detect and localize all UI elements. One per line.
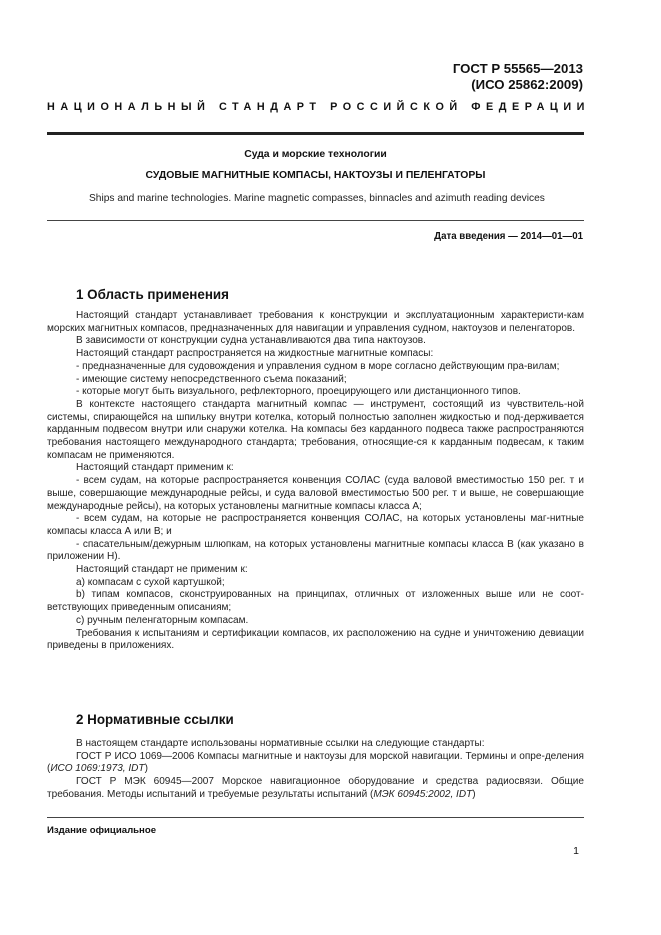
title-divider bbox=[47, 220, 584, 221]
footer-divider bbox=[47, 817, 584, 818]
paragraph: b) типам компасов, сконструированных на принципах, отличных от изложенных выше или не соот-ветствующих приведенным описаниям; bbox=[47, 589, 584, 614]
reference-item bbox=[47, 776, 584, 801]
section-2-heading: 2 Нормативные ссылки bbox=[76, 712, 234, 727]
edition-label: Издание официальное bbox=[47, 825, 157, 836]
reference-equivalent: МЭК 60945:2002, IDT bbox=[373, 788, 473, 800]
reference-text: ГОСТ Р МЭК 60945—2007 Морское навигационное оборудование и средства радиосвязи. Общие требования. Методы испытаний и требуемые результаты испытаний ( bbox=[47, 776, 584, 800]
document-number: ГОСТ Р 55565—2013 bbox=[452, 61, 583, 76]
paragraph: В зависимости от конструкции судна устанавливаются два типа нактоузов. bbox=[76, 335, 426, 347]
section-2-body bbox=[47, 738, 584, 802]
page-number: 1 bbox=[573, 845, 579, 857]
section-1-body bbox=[47, 310, 584, 653]
header-divider bbox=[47, 132, 584, 135]
document-number-block bbox=[453, 61, 583, 93]
category-title: Суда и морские технологии bbox=[244, 149, 387, 160]
paragraph: Настоящий стандарт распространяется на жидкостные магнитные компасы: bbox=[76, 348, 434, 360]
reference-equivalent: ИСО 1069:1973, IDT bbox=[50, 763, 145, 775]
reference-close: ) bbox=[144, 763, 148, 775]
paragraph: Настоящий стандарт не применим к: bbox=[76, 564, 248, 576]
paragraph: В настоящем стандарте использованы нормативные ссылки на следующие стандарты: bbox=[76, 738, 485, 749]
main-title: СУДОВЫЕ МАГНИТНЫЕ КОМПАСЫ, НАКТОУЗЫ И ПЕЛЕНГАТОРЫ bbox=[145, 170, 486, 181]
paragraph: с) ручным пеленгаторным компасам. bbox=[76, 614, 249, 626]
english-title: Ships and marine technologies. Marine magnetic compasses, binnacles and azimuth reading devices bbox=[89, 193, 545, 204]
reference-close: ) bbox=[472, 788, 476, 800]
paragraph: - предназначенные для судовождения и управления судном в море согласно действующим пра-вилам; bbox=[76, 360, 560, 372]
paragraph: - которые могут быть визуального, рефлекторного, проецирующего или дистанционного типов. bbox=[76, 386, 521, 398]
paragraph: - имеющие систему непосредственного съема показаний; bbox=[76, 373, 347, 385]
paragraph: - всем судам, на которые не распространяется конвенция СОЛАС, на которых установлены маг-нитные компасы класса А или В; и bbox=[47, 513, 584, 537]
paragraph: Настоящий стандарт устанавливает требования к конструкции и эксплуатационным характеристи-кам морских магнитных компасов, предназначенных для навигации и управления судном, нактоузов и пеленгаторов. bbox=[47, 310, 584, 334]
paragraph: - всем судам, на которые распространяется конвенция СОЛАС (суда валовой вместимостью 150 рег. т и выше, совершающие международные рейсы, и суда валовой вместимостью 500 рег. т и выше, не совершающие международные рейсы), на которых установлены магнитные компасы класса А; bbox=[47, 475, 584, 512]
section-1-heading: 1 Область применения bbox=[76, 287, 229, 302]
reference-text: ГОСТ Р ИСО 1069—2006 Компасы магнитные и нактоузы для морской навигации. Термины и опре-деления ( bbox=[47, 750, 584, 775]
national-standard-banner: НАЦИОНАЛЬНЫЙ СТАНДАРТ РОССИЙСКОЙ ФЕДЕРАЦИИ bbox=[47, 101, 590, 113]
paragraph: а) компасам с сухой картушкой; bbox=[76, 576, 225, 588]
introduction-date: Дата введения — 2014—01—01 bbox=[434, 231, 583, 242]
paragraph: В контексте настоящего стандарта магнитный компас — инструмент, состоящий из чувствитель-ной системы, спирающейся на шпильку внутри котелка, который полностью заполнен жидкостью и под-держивается карданным подвесом внутри или снаружи котелка. На компасы без карданного подвеса также распространяются требования настоящего международного стандарта; требования, относящие-ся к карданным подвесам, к таким компасам не применяются. bbox=[47, 398, 584, 461]
reference-item bbox=[47, 751, 584, 776]
paragraph: Настоящий стандарт применим к: bbox=[76, 462, 234, 474]
iso-reference: (ИСО 25862:2009) bbox=[471, 77, 583, 92]
paragraph: Требования к испытаниям и сертификации компасов, их расположению на судне и уничтожению девиации приведены в приложениях. bbox=[47, 627, 584, 652]
paragraph: - спасательным/дежурным шлюпкам, на которых установлены магнитные компасы класса В (как указано в приложении Н). bbox=[47, 538, 584, 563]
